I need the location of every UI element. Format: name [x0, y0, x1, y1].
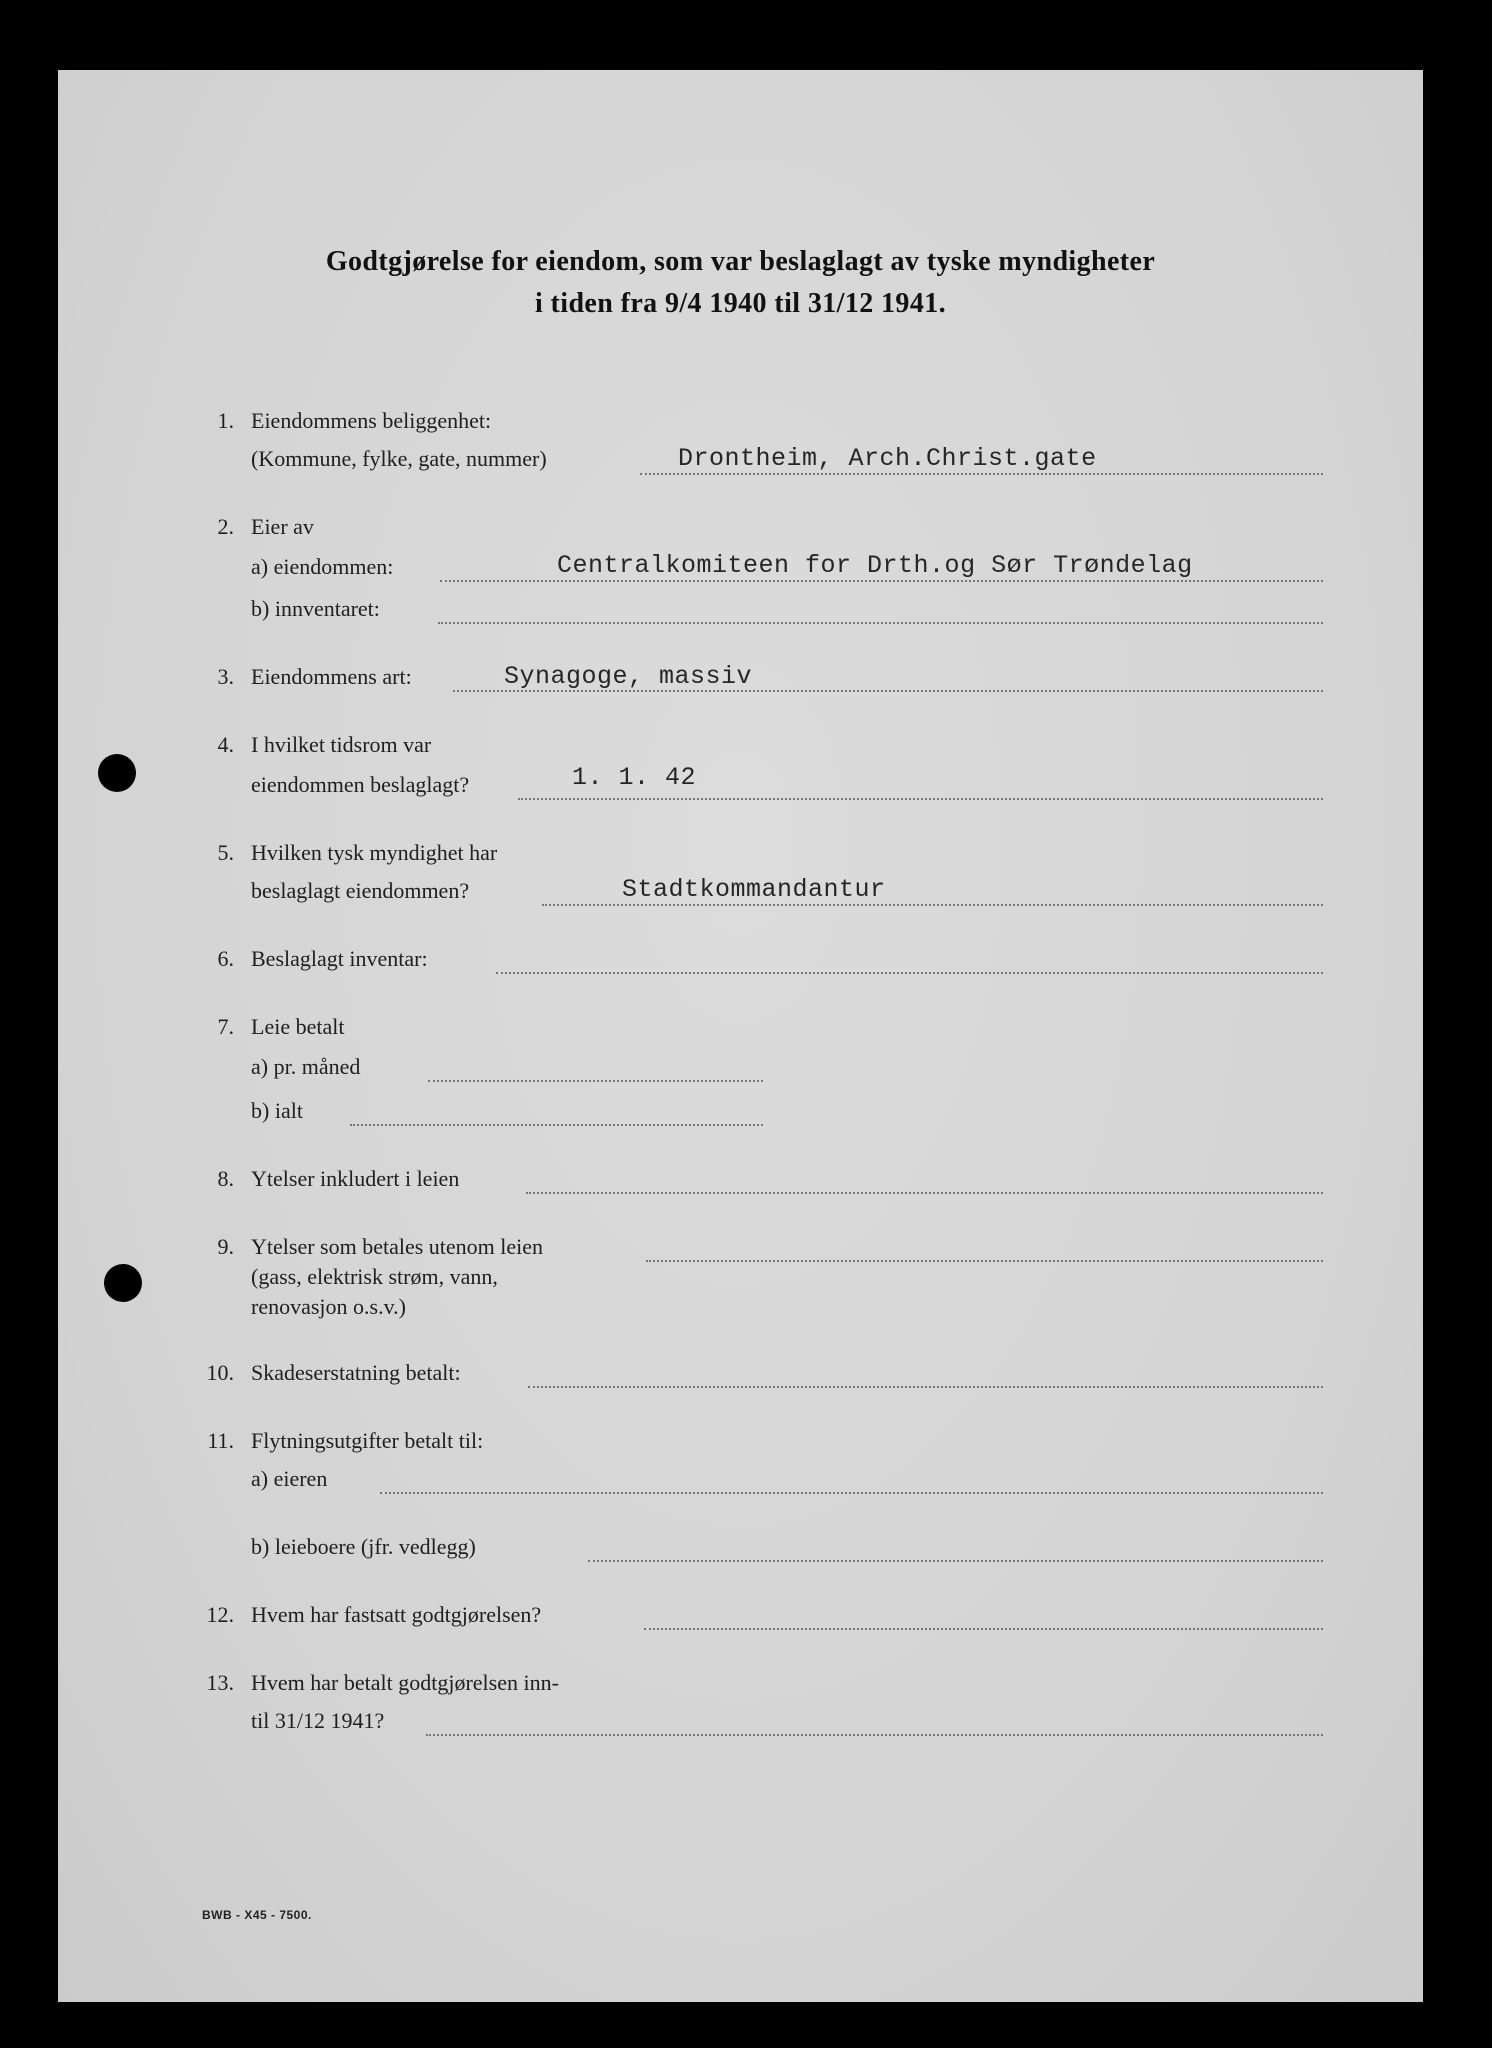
item-13-answer-line: [426, 1734, 1323, 1736]
item-8-label: Ytelser inkludert i leien: [251, 1166, 460, 1191]
item-5-label: Hvilken tysk myndighet har: [251, 840, 498, 865]
item-5-answer-line: [542, 904, 1323, 906]
item-12-label: Hvem har fastsatt godtgjørelsen?: [251, 1602, 542, 1627]
item-10-label: Skadeserstatning betalt:: [251, 1360, 461, 1385]
item-12-number: 12.: [206, 1602, 234, 1627]
item-2a-answer: Centralkomiteen for Drth.og Sør Trøndelag: [557, 551, 1193, 580]
item-12-answer-line: [644, 1628, 1323, 1630]
item-8-number: 8.: [217, 1166, 234, 1191]
item-7a-answer-line: [428, 1080, 763, 1082]
punch-hole-lower: [104, 1264, 142, 1302]
item-11b-answer-line: [588, 1560, 1323, 1562]
item-13-sublabel: til 31/12 1941?: [251, 1708, 385, 1733]
item-2-number: 2.: [217, 514, 234, 539]
item-7b-answer-line: [350, 1124, 763, 1126]
item-13-number: 13.: [206, 1670, 234, 1695]
item-10-answer-line: [528, 1386, 1323, 1388]
item-7a-label: a) pr. måned: [251, 1054, 361, 1079]
punch-hole-upper: [98, 754, 136, 792]
item-11a-answer-line: [380, 1492, 1323, 1494]
item-2-label: Eier av: [251, 514, 314, 539]
item-4-number: 4.: [217, 732, 234, 757]
item-2a-answer-line: [440, 580, 1323, 582]
item-7b-label: b) ialt: [251, 1098, 303, 1123]
item-2b-label: b) innventaret:: [251, 596, 380, 621]
item-5-sublabel: beslaglagt eiendommen?: [251, 878, 470, 903]
item-4-answer: 1. 1. 42: [572, 763, 697, 792]
item-1-label: Eiendommens beliggenhet:: [251, 408, 492, 433]
item-1-answer-line: [640, 473, 1323, 475]
item-1-answer: Drontheim, Arch.Christ.gate: [678, 444, 1097, 473]
item-9-answer-line: [646, 1260, 1323, 1262]
item-6-answer-line: [496, 972, 1323, 974]
item-2b-answer-line: [438, 622, 1323, 624]
item-5-number: 5.: [217, 840, 234, 865]
printer-mark: BWB - X45 - 7500.: [202, 1908, 312, 1922]
item-11a-label: a) eieren: [251, 1466, 328, 1491]
item-4-answer-line: [518, 798, 1323, 800]
item-11-number: 11.: [207, 1428, 234, 1453]
form-page: [58, 70, 1423, 2002]
item-4-label: I hvilket tidsrom var: [251, 732, 432, 757]
form-title-line1: Godtgjørelse for eiendom, som var beslaglagt av tyske myndigheter: [325, 246, 1156, 277]
item-1-sublabel: (Kommune, fylke, gate, nummer): [251, 446, 547, 471]
item-4-sublabel: eiendommen beslaglagt?: [251, 772, 470, 797]
item-10-number: 10.: [206, 1360, 234, 1385]
item-6-label: Beslaglagt inventar:: [251, 946, 428, 971]
item-13-label: Hvem har betalt godtgjørelsen inn-: [251, 1670, 559, 1695]
item-1-number: 1.: [217, 408, 234, 433]
item-9-sublabel-1: (gass, elektrisk strøm, vann,: [251, 1264, 498, 1289]
item-3-answer: Synagoge, massiv: [504, 662, 753, 691]
item-5-answer: Stadtkommandantur: [622, 875, 886, 904]
item-9-label: Ytelser som betales utenom leien: [251, 1234, 544, 1259]
item-3-number: 3.: [217, 664, 234, 689]
item-7-label: Leie betalt: [251, 1014, 345, 1039]
item-2a-label: a) eiendommen:: [251, 554, 394, 579]
item-9-number: 9.: [217, 1234, 234, 1259]
item-11-label: Flytningsutgifter betalt til:: [251, 1428, 484, 1453]
item-11b-label: b) leieboere (jfr. vedlegg): [251, 1534, 476, 1559]
item-6-number: 6.: [217, 946, 234, 971]
item-8-answer-line: [526, 1192, 1323, 1194]
item-9-sublabel-2: renovasjon o.s.v.): [251, 1294, 406, 1319]
item-3-label: Eiendommens art:: [251, 664, 412, 689]
item-7-number: 7.: [217, 1014, 234, 1039]
form-title-line2: i tiden fra 9/4 1940 til 31/12 1941.: [534, 288, 947, 319]
